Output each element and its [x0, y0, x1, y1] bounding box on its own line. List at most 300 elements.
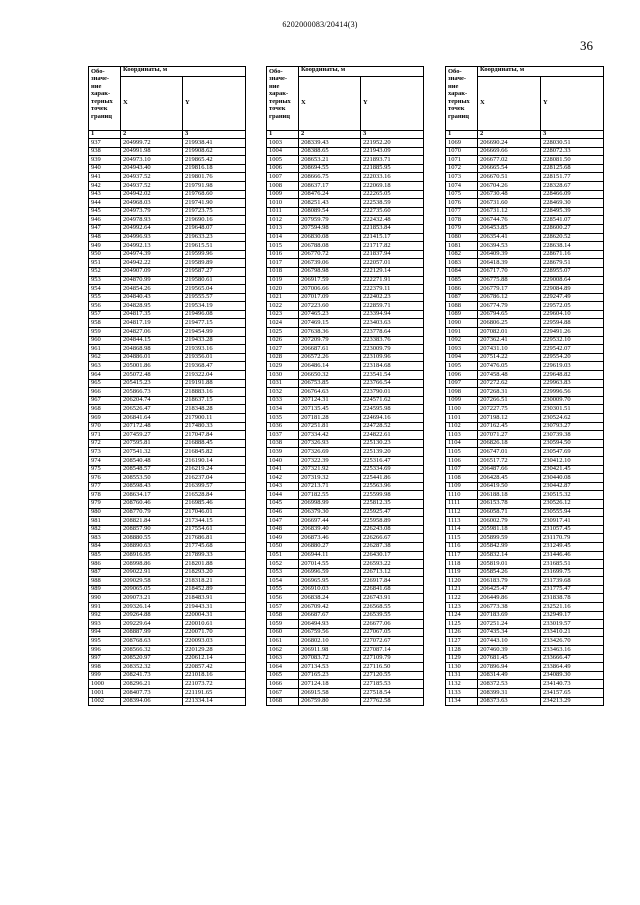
column-index: 1 — [267, 131, 299, 139]
table-row — [267, 551, 424, 560]
y-coordinate-cell: 230442.87 — [541, 482, 604, 491]
x-coordinate-cell: 206788.08 — [299, 242, 361, 251]
point-id-cell: 953 — [89, 276, 121, 285]
y-coordinate-cell: 221018.16 — [183, 671, 246, 680]
table-row — [89, 396, 246, 405]
point-id-cell: 957 — [89, 310, 121, 319]
y-coordinate-cell: 217745.68 — [183, 542, 246, 551]
y-coordinate-cell: 230412.10 — [541, 456, 604, 465]
y-coordinate-cell: 229648.82 — [541, 371, 604, 380]
table-row — [89, 336, 246, 345]
x-coordinate-cell: 206764.63 — [299, 388, 361, 397]
x-coordinate-cell: 207266.51 — [478, 396, 541, 405]
x-coordinate-cell: 208476.24 — [299, 190, 361, 199]
y-coordinate-cell: 217344.15 — [183, 517, 246, 526]
table-row — [89, 508, 246, 517]
x-coordinate-cell: 209326.14 — [121, 603, 183, 612]
point-id-cell: 1102 — [446, 422, 478, 431]
x-coordinate-cell: 204937.52 — [121, 173, 183, 182]
point-id-cell: 1024 — [267, 319, 299, 328]
point-id-cell: 967 — [89, 396, 121, 405]
table-row — [89, 499, 246, 508]
table-row — [267, 233, 424, 242]
table-row — [89, 379, 246, 388]
y-coordinate-cell: 219433.28 — [183, 336, 246, 345]
table-row — [446, 646, 604, 655]
point-id-cell: 1055 — [267, 585, 299, 594]
x-coordinate-cell: 208520.97 — [121, 654, 183, 663]
y-coordinate-cell: 222859.71 — [361, 302, 424, 311]
y-coordinate-cell: 219454.99 — [183, 328, 246, 337]
x-coordinate-cell: 206774.79 — [478, 302, 541, 311]
point-id-cell: 979 — [89, 499, 121, 508]
point-id-cell: 1049 — [267, 534, 299, 543]
x-coordinate-cell: 206183.79 — [478, 577, 541, 586]
point-id-cell: 1080 — [446, 233, 478, 242]
point-id-cell: 1077 — [446, 207, 478, 216]
y-coordinate-cell: 225316.47 — [361, 456, 424, 465]
table-row — [89, 646, 246, 655]
x-coordinate-cell: 206687.61 — [299, 345, 361, 354]
point-id-cell: 1067 — [267, 689, 299, 698]
table-row — [446, 551, 604, 560]
x-coordinate-cell: 206965.95 — [299, 577, 361, 586]
point-id-cell: 1065 — [267, 671, 299, 680]
table-row — [446, 336, 604, 345]
x-coordinate-cell: 206998.99 — [299, 499, 361, 508]
column-index: 3 — [541, 131, 604, 139]
table-row — [267, 671, 424, 680]
x-coordinate-cell: 207681.45 — [478, 654, 541, 663]
y-coordinate-cell: 219565.04 — [183, 285, 246, 294]
y-coordinate-cell: 218318.21 — [183, 577, 246, 586]
x-coordinate-cell: 206487.66 — [478, 465, 541, 474]
x-coordinate-cell: 208372.53 — [478, 680, 541, 689]
table-row — [89, 173, 246, 182]
y-coordinate-cell: 218201.88 — [183, 560, 246, 569]
table-row — [446, 224, 604, 233]
table-row — [267, 139, 424, 148]
point-id-cell: 946 — [89, 216, 121, 225]
table-row — [446, 396, 604, 405]
point-id-cell: 968 — [89, 405, 121, 414]
point-id-cell: 1041 — [267, 465, 299, 474]
point-id-cell: 970 — [89, 422, 121, 431]
point-id-cell: 1087 — [446, 293, 478, 302]
y-coordinate-cell: 225925.47 — [361, 508, 424, 517]
x-coordinate-cell: 207162.45 — [478, 422, 541, 431]
x-coordinate-cell: 205899.59 — [478, 534, 541, 543]
table-row — [267, 405, 424, 414]
y-coordinate-cell: 226287.38 — [361, 542, 424, 551]
x-coordinate-cell: 205866.73 — [121, 388, 183, 397]
coordinates-table-1 — [88, 66, 246, 706]
table-row — [89, 474, 246, 483]
table-row — [267, 310, 424, 319]
designation-header: Обо- значе- ние харак- терных точек границ — [446, 67, 478, 131]
table-row — [446, 620, 604, 629]
y-coordinate-cell: 219393.16 — [183, 345, 246, 354]
y-coordinate-cell: 226593.22 — [361, 560, 424, 569]
x-coordinate-cell: 207460.39 — [478, 646, 541, 655]
x-coordinate-cell: 206697.44 — [299, 517, 361, 526]
point-id-cell: 1066 — [267, 680, 299, 689]
x-header: X — [121, 77, 183, 131]
x-coordinate-cell: 208666.75 — [299, 173, 361, 182]
y-coordinate-cell: 230594.50 — [541, 439, 604, 448]
y-coordinate-cell: 226243.08 — [361, 525, 424, 534]
point-id-cell: 1046 — [267, 508, 299, 517]
table-row — [89, 456, 246, 465]
table-row — [446, 164, 604, 173]
table-row — [446, 353, 604, 362]
x-coordinate-cell: 207465.23 — [299, 310, 361, 319]
x-coordinate-cell: 204973.10 — [121, 156, 183, 165]
y-coordinate-cell: 223394.94 — [361, 310, 424, 319]
y-coordinate-cell: 228620.52 — [541, 233, 604, 242]
table-row — [89, 207, 246, 216]
x-coordinate-cell: 208089.54 — [299, 207, 361, 216]
table-row — [446, 276, 604, 285]
x-coordinate-cell: 207227.75 — [478, 405, 541, 414]
x-coordinate-cell: 208296.21 — [121, 680, 183, 689]
x-coordinate-cell: 207017.09 — [299, 293, 361, 302]
point-id-cell: 1018 — [267, 267, 299, 276]
y-coordinate-cell: 222735.60 — [361, 207, 424, 216]
table-row — [267, 654, 424, 663]
point-id-cell: 1022 — [267, 302, 299, 311]
y-coordinate-cell: 234140.73 — [541, 680, 604, 689]
y-coordinate-cell: 222538.59 — [361, 199, 424, 208]
x-coordinate-cell: 206759.80 — [299, 697, 361, 706]
table-row — [89, 190, 246, 199]
point-id-cell: 945 — [89, 207, 121, 216]
point-id-cell: 1109 — [446, 482, 478, 491]
y-coordinate-cell: 227120.55 — [361, 671, 424, 680]
table-row — [267, 173, 424, 182]
x-coordinate-cell: 206486.14 — [299, 362, 361, 371]
y-coordinate-cell: 225812.35 — [361, 499, 424, 508]
y-coordinate-cell: 225441.86 — [361, 474, 424, 483]
y-coordinate-cell: 219191.88 — [183, 379, 246, 388]
point-id-cell: 1068 — [267, 697, 299, 706]
point-id-cell: 1108 — [446, 474, 478, 483]
y-coordinate-cell: 233864.49 — [541, 663, 604, 672]
table-row — [446, 207, 604, 216]
table-row — [446, 328, 604, 337]
point-id-cell: 939 — [89, 156, 121, 165]
table-row — [89, 542, 246, 551]
x-coordinate-cell: 208399.31 — [478, 689, 541, 698]
x-coordinate-cell: 206996.59 — [299, 568, 361, 577]
table-row — [267, 680, 424, 689]
table-row — [267, 328, 424, 337]
y-coordinate-cell: 220010.61 — [183, 620, 246, 629]
x-coordinate-cell: 206058.71 — [478, 508, 541, 517]
y-coordinate-cell: 234157.65 — [541, 689, 604, 698]
point-id-cell: 1119 — [446, 568, 478, 577]
table-row — [446, 585, 604, 594]
x-coordinate-cell: 207172.48 — [121, 422, 183, 431]
x-coordinate-cell: 204854.26 — [121, 285, 183, 294]
x-coordinate-cell: 206709.42 — [299, 603, 361, 612]
table-row — [446, 525, 604, 534]
y-coordinate-cell: 218483.91 — [183, 594, 246, 603]
y-coordinate-cell: 230515.32 — [541, 491, 604, 500]
table-row — [267, 345, 424, 354]
x-coordinate-cell: 208653.21 — [299, 156, 361, 165]
y-coordinate-cell: 218293.20 — [183, 568, 246, 577]
x-coordinate-cell: 209065.05 — [121, 585, 183, 594]
x-coordinate-cell: 206002.79 — [478, 517, 541, 526]
table-row — [446, 285, 604, 294]
table-row — [89, 414, 246, 423]
table-row — [446, 654, 604, 663]
x-coordinate-cell: 207458.48 — [478, 371, 541, 380]
x-coordinate-cell: 206717.70 — [478, 267, 541, 276]
table-row — [89, 293, 246, 302]
y-coordinate-cell: 223541.54 — [361, 371, 424, 380]
table-row — [89, 465, 246, 474]
x-coordinate-cell: 206798.98 — [299, 267, 361, 276]
y-coordinate-cell: 220857.42 — [183, 663, 246, 672]
y-coordinate-cell: 232521.16 — [541, 603, 604, 612]
table-row — [446, 534, 604, 543]
point-id-cell: 1079 — [446, 224, 478, 233]
x-coordinate-cell: 206759.56 — [299, 628, 361, 637]
x-coordinate-cell: 204996.93 — [121, 233, 183, 242]
table-row — [267, 663, 424, 672]
document-code: 6202000083/20414(3) — [282, 20, 358, 29]
x-coordinate-cell: 206779.17 — [478, 285, 541, 294]
table-row — [446, 250, 604, 259]
y-coordinate-cell: 228600.27 — [541, 224, 604, 233]
y-coordinate-cell: 217899.33 — [183, 551, 246, 560]
table-row — [267, 199, 424, 208]
table-row — [267, 396, 424, 405]
x-coordinate-cell: 208373.63 — [478, 697, 541, 706]
y-coordinate-cell: 231685.51 — [541, 560, 604, 569]
y-coordinate-cell: 227116.50 — [361, 663, 424, 672]
y-coordinate-cell: 234089.30 — [541, 671, 604, 680]
point-id-cell: 993 — [89, 620, 121, 629]
table-row — [89, 671, 246, 680]
table-row — [267, 697, 424, 706]
table-row — [267, 250, 424, 259]
table-row — [89, 371, 246, 380]
y-coordinate-cell: 218452.89 — [183, 585, 246, 594]
point-id-cell: 1093 — [446, 345, 478, 354]
y-coordinate-cell: 230547.69 — [541, 448, 604, 457]
point-id-cell: 983 — [89, 534, 121, 543]
point-id-cell: 1020 — [267, 285, 299, 294]
x-coordinate-cell: 207322.39 — [299, 456, 361, 465]
x-coordinate-cell: 208540.48 — [121, 456, 183, 465]
table-row — [267, 491, 424, 500]
point-id-cell: 1124 — [446, 611, 478, 620]
x-coordinate-cell: 206394.53 — [478, 242, 541, 251]
x-coordinate-cell: 206744.76 — [478, 216, 541, 225]
x-coordinate-cell: 207014.55 — [299, 560, 361, 569]
y-coordinate-cell: 219555.57 — [183, 293, 246, 302]
y-header: Y — [541, 77, 604, 131]
point-id-cell: 1062 — [267, 646, 299, 655]
x-coordinate-cell: 206418.39 — [478, 259, 541, 268]
point-id-cell: 989 — [89, 585, 121, 594]
table-row — [89, 577, 246, 586]
x-coordinate-cell: 206747.01 — [478, 448, 541, 457]
table-row — [267, 585, 424, 594]
point-id-cell: 1105 — [446, 448, 478, 457]
x-coordinate-cell: 206188.18 — [478, 491, 541, 500]
point-id-cell: 1120 — [446, 577, 478, 586]
y-coordinate-cell: 225563.96 — [361, 482, 424, 491]
y-coordinate-cell: 228955.07 — [541, 267, 604, 276]
table-row — [446, 628, 604, 637]
point-id-cell: 1007 — [267, 173, 299, 182]
y-coordinate-cell: 216528.84 — [183, 491, 246, 500]
point-id-cell: 972 — [89, 439, 121, 448]
point-id-cell: 1029 — [267, 362, 299, 371]
column-index: 3 — [361, 131, 424, 139]
point-id-cell: 938 — [89, 147, 121, 156]
y-coordinate-cell: 228671.16 — [541, 250, 604, 259]
y-coordinate-cell: 228081.50 — [541, 156, 604, 165]
point-id-cell: 1098 — [446, 388, 478, 397]
y-coordinate-cell: 231249.45 — [541, 542, 604, 551]
point-id-cell: 991 — [89, 603, 121, 612]
y-coordinate-cell: 219356.01 — [183, 353, 246, 362]
table-row — [446, 242, 604, 251]
point-id-cell: 1114 — [446, 525, 478, 534]
point-id-cell: 1090 — [446, 319, 478, 328]
x-coordinate-cell: 209022.91 — [121, 568, 183, 577]
y-coordinate-cell: 221885.95 — [361, 164, 424, 173]
designation-header: Обо- значе- ние харак- терных точек границ — [267, 67, 299, 131]
table-row — [267, 474, 424, 483]
y-coordinate-cell: 231775.47 — [541, 585, 604, 594]
table-row — [89, 224, 246, 233]
x-coordinate-cell: 204968.03 — [121, 199, 183, 208]
point-id-cell: 986 — [89, 560, 121, 569]
table-row — [446, 388, 604, 397]
x-coordinate-cell: 206425.47 — [478, 585, 541, 594]
x-coordinate-cell: 206838.24 — [299, 594, 361, 603]
x-coordinate-cell: 204973.79 — [121, 207, 183, 216]
point-id-cell: 994 — [89, 628, 121, 637]
point-id-cell: 1021 — [267, 293, 299, 302]
point-id-cell: 1026 — [267, 336, 299, 345]
point-id-cell: 1017 — [267, 259, 299, 268]
point-id-cell: 1074 — [446, 181, 478, 190]
y-coordinate-cell: 219908.62 — [183, 147, 246, 156]
table-row — [267, 285, 424, 294]
column-index: 1 — [446, 131, 478, 139]
x-coordinate-cell: 207321.92 — [299, 465, 361, 474]
y-coordinate-cell: 222033.16 — [361, 173, 424, 182]
y-coordinate-cell: 222069.18 — [361, 181, 424, 190]
x-coordinate-cell: 206786.12 — [478, 293, 541, 302]
y-coordinate-cell: 226677.06 — [361, 620, 424, 629]
x-coordinate-cell: 207135.45 — [299, 405, 361, 414]
x-coordinate-cell: 208339.43 — [299, 139, 361, 148]
y-coordinate-cell: 222057.01 — [361, 259, 424, 268]
x-coordinate-cell: 204844.15 — [121, 336, 183, 345]
point-id-cell: 959 — [89, 328, 121, 337]
table-row — [89, 328, 246, 337]
x-coordinate-cell: 207124.31 — [299, 396, 361, 405]
x-coordinate-cell: 207268.31 — [478, 388, 541, 397]
point-id-cell: 982 — [89, 525, 121, 534]
point-id-cell: 992 — [89, 611, 121, 620]
x-coordinate-cell: 207959.79 — [299, 216, 361, 225]
table-row — [446, 310, 604, 319]
x-coordinate-cell: 206739.06 — [299, 259, 361, 268]
table-row — [89, 181, 246, 190]
x-coordinate-cell: 205001.86 — [121, 362, 183, 371]
table-row — [446, 577, 604, 586]
table-row — [446, 594, 604, 603]
y-coordinate-cell: 221334.14 — [183, 697, 246, 706]
table-row — [267, 147, 424, 156]
x-coordinate-cell: 206572.26 — [299, 353, 361, 362]
x-coordinate-cell: 207251.24 — [478, 620, 541, 629]
y-coordinate-cell: 219801.76 — [183, 173, 246, 182]
y-coordinate-cell: 233019.57 — [541, 620, 604, 629]
y-coordinate-cell: 216399.57 — [183, 482, 246, 491]
y-coordinate-cell: 231838.78 — [541, 594, 604, 603]
x-coordinate-cell: 206873.46 — [299, 534, 361, 543]
table-row — [267, 190, 424, 199]
y-coordinate-cell: 219322.04 — [183, 371, 246, 380]
table-row — [89, 611, 246, 620]
x-coordinate-cell: 208880.55 — [121, 534, 183, 543]
table-row — [89, 233, 246, 242]
y-coordinate-cell: 221073.72 — [183, 680, 246, 689]
table-row — [267, 568, 424, 577]
table-row — [89, 482, 246, 491]
point-id-cell: 1104 — [446, 439, 478, 448]
x-coordinate-cell: 207272.62 — [478, 379, 541, 388]
table-row — [267, 207, 424, 216]
x-coordinate-cell: 208388.65 — [299, 147, 361, 156]
y-coordinate-cell: 221191.65 — [183, 689, 246, 698]
table-row — [446, 560, 604, 569]
table-row — [267, 156, 424, 165]
y-coordinate-cell: 229554.20 — [541, 353, 604, 362]
x-coordinate-cell: 208694.55 — [299, 164, 361, 173]
y-coordinate-cell: 231057.45 — [541, 525, 604, 534]
point-id-cell: 1028 — [267, 353, 299, 362]
x-coordinate-cell: 206419.50 — [478, 482, 541, 491]
table-row — [89, 697, 246, 706]
point-id-cell: 1006 — [267, 164, 299, 173]
point-id-cell: 978 — [89, 491, 121, 500]
y-coordinate-cell: 223184.68 — [361, 362, 424, 371]
point-id-cell: 1083 — [446, 259, 478, 268]
x-coordinate-cell: 208598.43 — [121, 482, 183, 491]
x-coordinate-cell: 207198.12 — [478, 414, 541, 423]
table-row — [89, 345, 246, 354]
x-coordinate-cell: 206428.45 — [478, 474, 541, 483]
x-coordinate-cell: 207326.69 — [299, 448, 361, 457]
point-id-cell: 963 — [89, 362, 121, 371]
table-row — [267, 224, 424, 233]
x-coordinate-cell: 206687.67 — [299, 611, 361, 620]
table-row — [267, 534, 424, 543]
x-coordinate-cell: 206944.11 — [299, 551, 361, 560]
point-id-cell: 1040 — [267, 456, 299, 465]
